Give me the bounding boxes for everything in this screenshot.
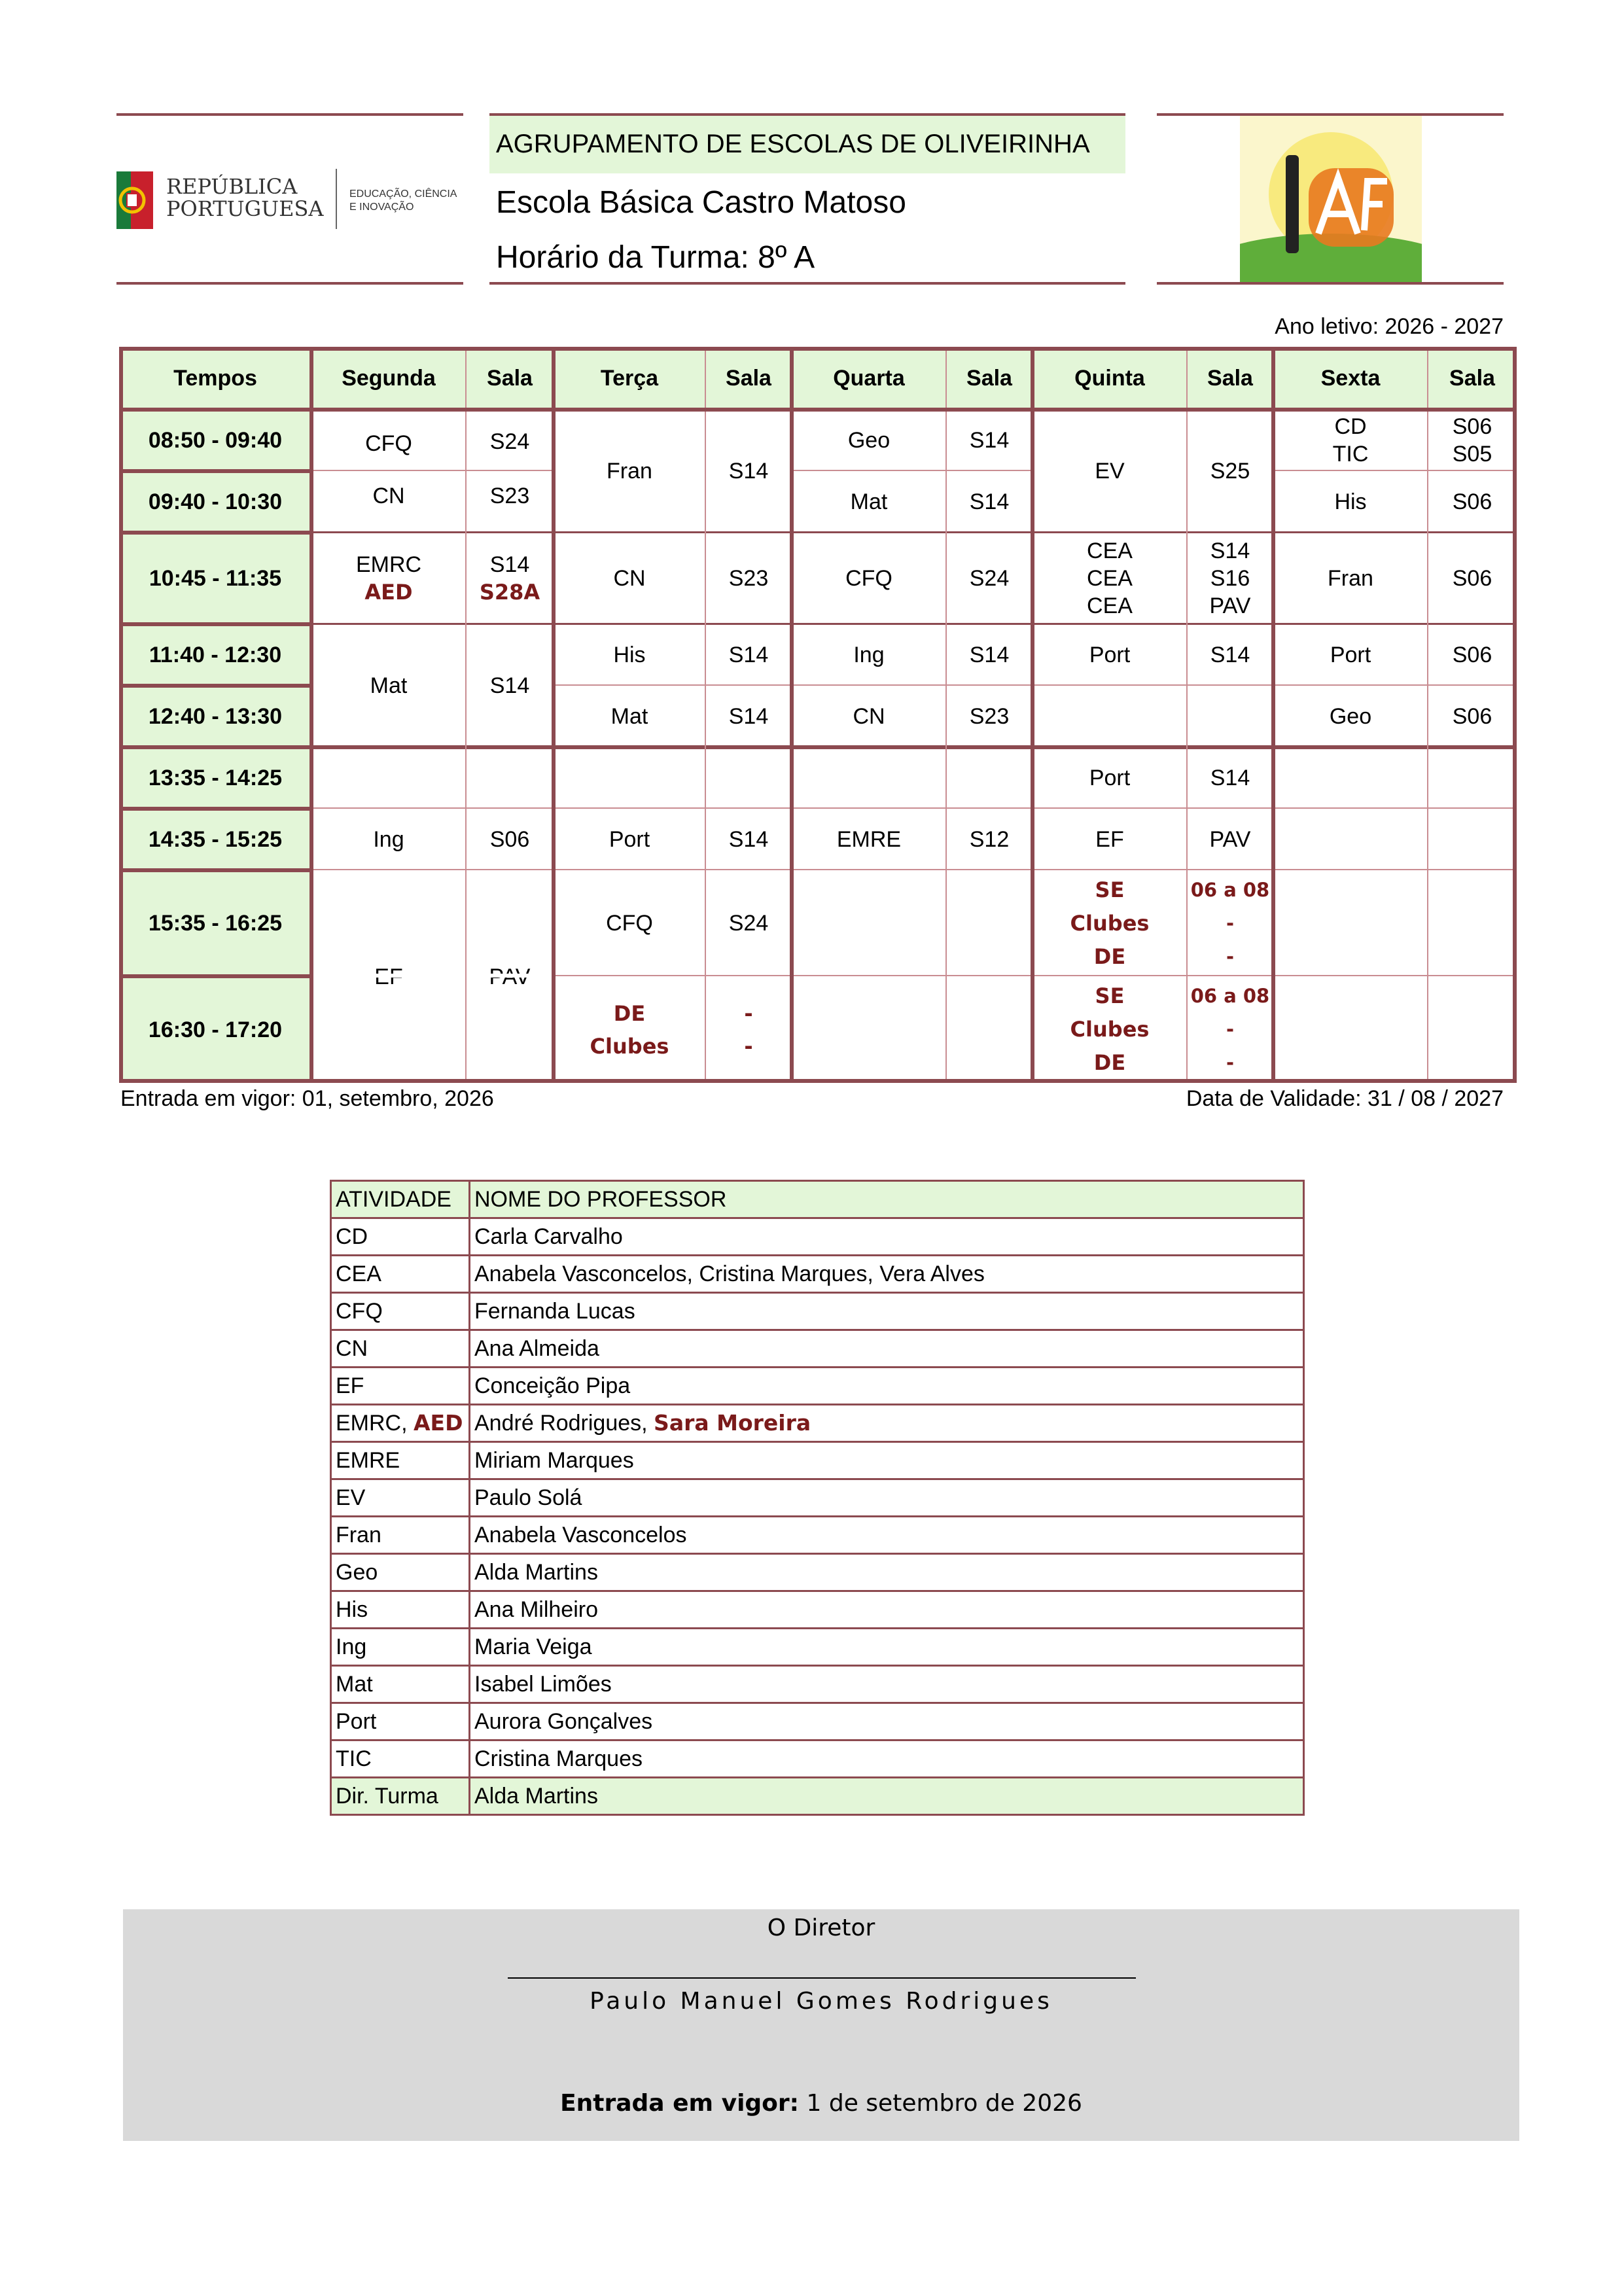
tue-subject-4: His bbox=[613, 643, 646, 667]
tue-subject-3: CN bbox=[613, 566, 646, 591]
teacher-row bbox=[331, 1256, 1304, 1293]
republic-emblem-icon bbox=[116, 171, 153, 229]
tue-subject-5: Mat bbox=[610, 704, 648, 729]
teacher-name: Ana Milheiro bbox=[474, 1597, 598, 1622]
teacher-row bbox=[331, 1517, 1304, 1554]
wed-subject-1: Geo bbox=[847, 428, 891, 453]
mon-room-4: S14 bbox=[489, 673, 530, 698]
teacher-row bbox=[331, 1703, 1304, 1740]
header-rule-right-bottom bbox=[1157, 282, 1504, 285]
mon-subject-7: Ing bbox=[373, 827, 404, 852]
tue-room-9 bbox=[705, 976, 792, 1083]
thu-room-9c: - bbox=[1226, 1051, 1235, 1074]
thu-room-8b: - bbox=[1226, 911, 1235, 934]
thu-subject-6: Port bbox=[1089, 766, 1131, 790]
activity-cell bbox=[331, 1740, 470, 1778]
tue-room-3: S23 bbox=[728, 566, 769, 591]
activity-code: Mat bbox=[336, 1671, 373, 1697]
gov-name-line1: REPÚBLICA bbox=[166, 174, 298, 199]
mon-room-7: S06 bbox=[489, 827, 530, 852]
activity-code: CFQ bbox=[336, 1298, 383, 1324]
teacher-name: Aurora Gonçalves bbox=[474, 1708, 653, 1734]
teacher-cell bbox=[470, 1591, 1304, 1629]
wed-room-5: S23 bbox=[969, 704, 1010, 729]
thu-subject-9a: SE bbox=[1095, 983, 1125, 1008]
thu-room-3c: PAV bbox=[1209, 593, 1251, 618]
schedule-table bbox=[119, 347, 1517, 1083]
teacher-name: Alda Martins bbox=[474, 1559, 598, 1585]
wed-room-4: S14 bbox=[969, 643, 1010, 667]
group-name: AGRUPAMENTO DE ESCOLAS DE OLIVEIRINHA bbox=[496, 130, 1090, 158]
activity-code: Ing bbox=[336, 1634, 367, 1659]
header-rule-mid-bottom bbox=[489, 282, 1125, 285]
time-slot-1: 08:50 - 09:40 bbox=[148, 428, 283, 453]
thu-subject-4: Port bbox=[1089, 643, 1131, 667]
col-teacher-header: NOME DO PROFESSOR bbox=[470, 1181, 1304, 1218]
thu-room-1: S25 bbox=[1210, 459, 1250, 484]
header-quinta: Quinta bbox=[1074, 366, 1145, 391]
teacher-cell bbox=[470, 1666, 1304, 1703]
teacher-row bbox=[331, 1554, 1304, 1591]
thu-subject-1: EV bbox=[1095, 459, 1125, 484]
teacher-row bbox=[331, 1740, 1304, 1778]
thu-subject-7: EF bbox=[1095, 827, 1124, 852]
teacher-row bbox=[331, 1591, 1304, 1629]
header-segunda: Segunda bbox=[342, 366, 436, 391]
class-director-row bbox=[331, 1778, 1304, 1815]
wed-subject-2: Mat bbox=[850, 489, 888, 514]
mon-subject-1: CFQ bbox=[365, 431, 412, 456]
time-slot-4: 11:40 - 12:30 bbox=[149, 643, 282, 667]
teacher-name: Maria Veiga bbox=[474, 1634, 592, 1659]
thu-subject-8 bbox=[1033, 870, 1187, 976]
teacher-row bbox=[331, 1479, 1304, 1517]
thu-room-9a: 06 a 08 bbox=[1190, 985, 1270, 1007]
teacher-row bbox=[331, 1218, 1304, 1256]
thu-subject-3a: CEA bbox=[1087, 539, 1133, 563]
teacher-row bbox=[331, 1666, 1304, 1703]
tue-room-1: S14 bbox=[728, 459, 769, 484]
tue-room-9b: - bbox=[744, 1033, 753, 1059]
merge-mask bbox=[313, 974, 552, 978]
mon-subject-3 bbox=[311, 533, 466, 624]
activity-cell bbox=[331, 1256, 470, 1293]
thu-subject-9c: DE bbox=[1093, 1050, 1126, 1075]
mon-room-3a: S14 bbox=[489, 552, 530, 577]
time-slot-2: 09:40 - 10:30 bbox=[148, 489, 283, 514]
activity-cell bbox=[331, 1703, 470, 1740]
fri-room-3: S06 bbox=[1452, 566, 1492, 591]
teacher-row bbox=[331, 1405, 1304, 1442]
tue-subject-9 bbox=[554, 976, 705, 1083]
fri-room-1a: S06 bbox=[1452, 414, 1492, 439]
teacher-name: Anabela Vasconcelos, Cristina Marques, Vera Alves bbox=[474, 1261, 985, 1286]
tue-subject-7: Port bbox=[609, 827, 650, 852]
teacher-row bbox=[331, 1629, 1304, 1666]
thu-room-8a: 06 a 08 bbox=[1190, 878, 1270, 901]
tue-subject-9a: DE bbox=[613, 1000, 646, 1026]
thu-room-9 bbox=[1187, 976, 1273, 1083]
time-slot-6: 13:35 - 14:25 bbox=[148, 766, 283, 790]
activity-cell bbox=[331, 1517, 470, 1554]
header-sala-4: Sala bbox=[1207, 366, 1253, 391]
activity-code: TIC bbox=[336, 1746, 372, 1771]
activity-cell bbox=[331, 1479, 470, 1517]
wed-subject-3: CFQ bbox=[845, 566, 892, 591]
teacher-cell bbox=[470, 1554, 1304, 1591]
thu-room-7: PAV bbox=[1209, 827, 1251, 852]
teacher-cell bbox=[470, 1293, 1304, 1330]
teacher-name: Carla Carvalho bbox=[474, 1224, 623, 1249]
wed-room-2: S14 bbox=[969, 489, 1010, 514]
fri-subject-4: Port bbox=[1330, 643, 1371, 667]
thu-subject-8b: Clubes bbox=[1070, 910, 1150, 936]
teacher-name: André Rodrigues, bbox=[474, 1411, 654, 1436]
fri-room-2: S06 bbox=[1452, 489, 1492, 514]
tue-room-7: S14 bbox=[728, 827, 769, 852]
tue-room-5: S14 bbox=[728, 704, 769, 729]
activity-cell bbox=[331, 1629, 470, 1666]
tue-subject-9b: Clubes bbox=[590, 1033, 669, 1059]
tue-room-4: S14 bbox=[728, 643, 769, 667]
teacher-cell bbox=[470, 1218, 1304, 1256]
thu-room-3b: S16 bbox=[1210, 566, 1250, 591]
wed-room-1: S14 bbox=[969, 428, 1010, 453]
wed-subject-7: EMRE bbox=[836, 827, 902, 852]
thu-subject-9b: Clubes bbox=[1070, 1017, 1150, 1042]
teacher-cell bbox=[470, 1256, 1304, 1293]
effective-date: 1 de setembro de 2026 bbox=[799, 2090, 1082, 2117]
teacher-name: Miriam Marques bbox=[474, 1447, 634, 1473]
tue-room-9a: - bbox=[744, 1000, 753, 1026]
teacher-cell bbox=[470, 1703, 1304, 1740]
wed-room-3: S24 bbox=[969, 566, 1010, 591]
teacher-cell bbox=[470, 1517, 1304, 1554]
activity-cell bbox=[331, 1218, 470, 1256]
thu-room-9b: - bbox=[1226, 1018, 1235, 1040]
merge-mask-line bbox=[465, 974, 467, 978]
mon-subject-3a: EMRC bbox=[355, 552, 422, 577]
fri-subject-2: His bbox=[1334, 489, 1367, 514]
effective-statement bbox=[123, 2090, 1519, 2117]
teacher-name-highlight: Sara Moreira bbox=[654, 1410, 811, 1436]
fri-room-1b: S05 bbox=[1452, 442, 1492, 467]
teacher-cell bbox=[470, 1740, 1304, 1778]
time-slot-5: 12:40 - 13:30 bbox=[148, 704, 283, 729]
teacher-cell bbox=[470, 1442, 1304, 1479]
school-name: Escola Básica Castro Matoso bbox=[496, 185, 906, 220]
tue-room-8: S24 bbox=[728, 911, 769, 936]
teacher-row bbox=[331, 1293, 1304, 1330]
teacher-name: Ana Almeida bbox=[474, 1335, 599, 1361]
teacher-name: Isabel Limões bbox=[474, 1671, 612, 1697]
ministry-line1: EDUCAÇÃO, CIÊNCIA bbox=[349, 188, 457, 200]
director-name: Paulo Manuel Gomes Rodrigues bbox=[590, 1988, 1053, 2015]
teacher-name: Fernanda Lucas bbox=[474, 1298, 635, 1324]
activity-cell bbox=[331, 1442, 470, 1479]
mon-subject-4: Mat bbox=[370, 673, 408, 698]
teacher-cell bbox=[470, 1629, 1304, 1666]
wed-subject-5: CN bbox=[853, 704, 885, 729]
mon-room-3 bbox=[466, 533, 554, 624]
director-title: O Diretor bbox=[767, 1915, 875, 1941]
gov-name-line2: PORTUGUESA bbox=[166, 196, 324, 221]
thu-room-3a: S14 bbox=[1210, 539, 1250, 563]
header-sala-2: Sala bbox=[726, 366, 771, 391]
mon-subject-2: CN bbox=[372, 484, 405, 508]
ministry-line2: E INOVAÇÃO bbox=[349, 202, 414, 213]
activity-code: EF bbox=[336, 1373, 364, 1398]
teacher-row bbox=[331, 1442, 1304, 1479]
thu-room-3 bbox=[1187, 533, 1273, 624]
activity-cell bbox=[331, 1330, 470, 1368]
activity-code-highlight: AED bbox=[414, 1410, 463, 1436]
mon-subject-3b: AED bbox=[364, 580, 413, 605]
thu-subject-3 bbox=[1033, 533, 1187, 624]
activity-code: CEA bbox=[336, 1261, 381, 1286]
activity-code: Geo bbox=[336, 1559, 378, 1585]
fri-subject-3: Fran bbox=[1328, 566, 1373, 591]
activity-cell bbox=[331, 1554, 470, 1591]
teacher-name: Paulo Solá bbox=[474, 1485, 582, 1510]
thu-room-4: S14 bbox=[1210, 643, 1250, 667]
header-sala-3: Sala bbox=[966, 366, 1012, 391]
time-slot-7: 14:35 - 15:25 bbox=[148, 827, 283, 852]
school-logo bbox=[1240, 116, 1422, 282]
thu-room-8 bbox=[1187, 870, 1273, 976]
header-sala-1: Sala bbox=[487, 366, 533, 391]
header-rule-left-bottom bbox=[116, 282, 463, 285]
teacher-name: Cristina Marques bbox=[474, 1746, 643, 1771]
fri-room-5: S06 bbox=[1452, 704, 1492, 729]
activity-cell bbox=[331, 1293, 470, 1330]
thu-subject-8a: SE bbox=[1095, 877, 1125, 902]
teacher-rows bbox=[331, 1218, 1304, 1778]
time-slot-8: 15:35 - 16:25 bbox=[148, 911, 283, 936]
teacher-cell bbox=[470, 1479, 1304, 1517]
activity-code: EMRC, bbox=[336, 1411, 414, 1436]
activity-code: Port bbox=[336, 1708, 377, 1734]
mon-room-2: S23 bbox=[489, 484, 530, 508]
class-director-label: Dir. Turma bbox=[331, 1778, 470, 1815]
fri-subject-5: Geo bbox=[1329, 704, 1372, 729]
gov-logo-divider bbox=[336, 169, 337, 229]
wed-room-7: S12 bbox=[969, 827, 1010, 852]
tue-subject-1: Fran bbox=[607, 459, 652, 484]
teacher-row bbox=[331, 1368, 1304, 1405]
tue-subject-8: CFQ bbox=[606, 911, 653, 936]
activity-code: CN bbox=[336, 1335, 368, 1361]
activity-cell bbox=[331, 1368, 470, 1405]
class-director-name: Alda Martins bbox=[470, 1778, 1304, 1815]
activity-code: His bbox=[336, 1597, 368, 1622]
class-schedule-title: Horário da Turma: 8º A bbox=[496, 240, 815, 275]
activity-cell bbox=[331, 1666, 470, 1703]
teachers-table bbox=[330, 1180, 1305, 1816]
teachers-header-row bbox=[331, 1181, 1304, 1218]
col-activity-header: ATIVIDADE bbox=[331, 1181, 470, 1218]
activity-code: EV bbox=[336, 1485, 366, 1510]
teacher-cell bbox=[470, 1405, 1304, 1442]
thu-room-6: S14 bbox=[1210, 766, 1250, 790]
activity-code: EMRE bbox=[336, 1447, 400, 1473]
activity-cell bbox=[331, 1591, 470, 1629]
thu-subject-9 bbox=[1033, 976, 1187, 1083]
thu-subject-8c: DE bbox=[1093, 944, 1126, 969]
teacher-row bbox=[331, 1330, 1304, 1368]
teacher-name: Conceição Pipa bbox=[474, 1373, 631, 1398]
signature-line bbox=[508, 1977, 1136, 1979]
effective-date-left: Entrada em vigor: 01, setembro, 2026 bbox=[120, 1086, 494, 1111]
wed-subject-4: Ing bbox=[853, 643, 885, 667]
time-slot-3: 10:45 - 11:35 bbox=[149, 566, 282, 591]
header-sala-5: Sala bbox=[1449, 366, 1495, 391]
header-terca: Terça bbox=[600, 366, 659, 391]
time-slot-9: 16:30 - 17:20 bbox=[148, 1017, 283, 1042]
fri-subject-1a: CD bbox=[1334, 414, 1367, 439]
thu-subject-3c: CEA bbox=[1087, 593, 1133, 618]
header-quarta: Quarta bbox=[833, 366, 905, 391]
teacher-cell bbox=[470, 1368, 1304, 1405]
fri-room-4: S06 bbox=[1452, 643, 1492, 667]
mon-room-3b: S28A bbox=[479, 580, 540, 605]
teacher-name: Anabela Vasconcelos bbox=[474, 1522, 687, 1547]
activity-code: Fran bbox=[336, 1522, 381, 1547]
activity-cell bbox=[331, 1405, 470, 1442]
mon-room-1: S24 bbox=[489, 429, 530, 454]
fri-subject-1b: TIC bbox=[1332, 442, 1369, 467]
header-tempos: Tempos bbox=[173, 366, 257, 391]
header-sexta: Sexta bbox=[1320, 366, 1381, 391]
thu-room-8c: - bbox=[1226, 945, 1235, 968]
fri-room-1 bbox=[1428, 410, 1517, 471]
school-year: Ano letivo: 2026 - 2027 bbox=[1275, 314, 1504, 339]
activity-code: CD bbox=[336, 1224, 368, 1249]
header-rule-left-top bbox=[116, 113, 463, 116]
fri-subject-1 bbox=[1273, 410, 1428, 471]
thu-subject-3b: CEA bbox=[1087, 566, 1133, 591]
validity-date-right: Data de Validade: 31 / 08 / 2027 bbox=[1186, 1086, 1504, 1111]
effective-label: Entrada em vigor: bbox=[560, 2090, 800, 2117]
teacher-cell bbox=[470, 1330, 1304, 1368]
